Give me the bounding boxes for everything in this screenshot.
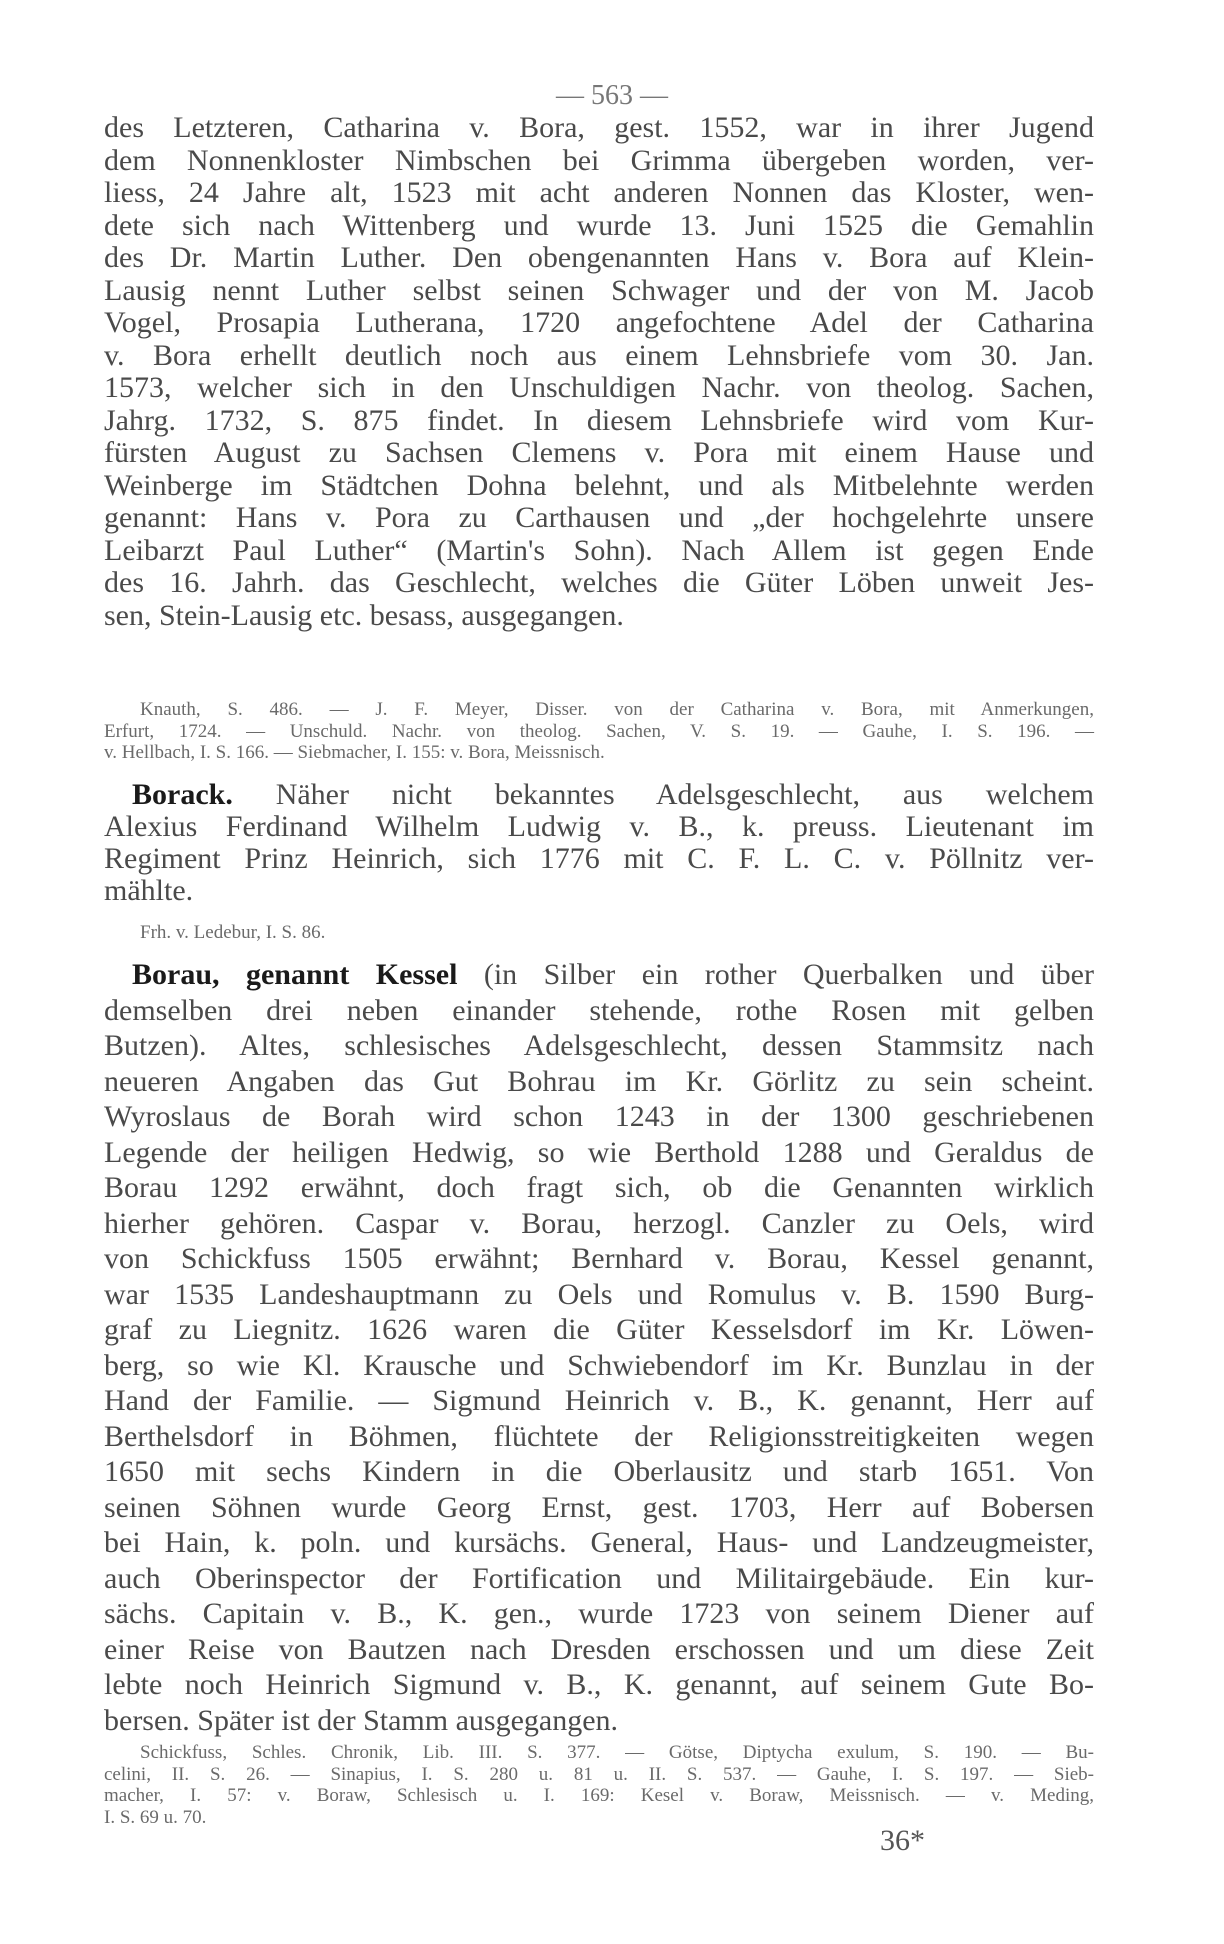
text-line: des Dr. Martin Luther. Den obengenannten Hans v. Bora auf Klein-	[104, 241, 1094, 274]
text-line: Weinberge im Städtchen Dohna belehnt, und als Mitbelehnte werden	[104, 468, 1094, 502]
text-line: Leibarzt Paul Luther“ (Martin's Sohn). Nach Allem ist gegen Ende	[104, 533, 1094, 567]
text-line: Borau 1292 erwähnt, doch fragt sich, ob die Genannten wirklich	[104, 1171, 1094, 1204]
text-line: genannt: Hans v. Pora zu Carthausen und „der hochgelehrte unsere	[104, 501, 1094, 534]
text-line: sen, Stein-Lausig etc. besass, ausgegangen.	[104, 598, 624, 632]
text-line: Butzen). Altes, schlesisches Adelsgeschlecht, dessen Stammsitz nach	[104, 1029, 1094, 1062]
text-line: hierher gehören. Caspar v. Borau, herzogl. Canzler zu Oels, wird	[104, 1206, 1094, 1240]
page-number-header: — 563 —	[556, 80, 668, 111]
text-line: Regiment Prinz Heinrich, sich 1776 mit C. F. L. C. v. Pöllnitz ver-	[104, 842, 1094, 875]
footnote-line: macher, I. 57: v. Boraw, Schlesisch u. I. 169: Kesel v. Boraw, Meissnisch. — v. Meding,	[104, 1785, 1094, 1806]
text-line: Lausig nennt Luther selbst seinen Schwager und der von M. Jacob	[104, 273, 1094, 307]
text-line: Hand der Familie. — Sigmund Heinrich v. B., K. genannt, Herr auf	[104, 1384, 1094, 1417]
text-line: dete sich nach Wittenberg und wurde 13. Juni 1525 die Gemahlin	[104, 208, 1094, 242]
text-line: mählte.	[104, 874, 194, 907]
text-line: 1573, welcher sich in den Unschuldigen Nachr. von theolog. Sachen,	[104, 371, 1094, 404]
text-line: einer Reise von Bautzen nach Dresden erschossen und um diese Zeit	[104, 1632, 1094, 1666]
text-line: Wyroslaus de Borah wird schon 1243 in der 1300 geschriebenen	[104, 1100, 1094, 1133]
text-line: Jahrg. 1732, S. 875 findet. In diesem Lehnsbriefe wird vom Kur-	[104, 403, 1094, 437]
text-line: des 16. Jahrh. das Geschlecht, welches die Güter Löben unweit Jes-	[104, 566, 1094, 599]
text-line: sächs. Capitain v. B., K. gen., wurde 1723 von seinem Diener auf	[104, 1597, 1094, 1630]
footnote-borack	[104, 922, 1094, 944]
footnote-line: Frh. v. Ledebur, I. S. 86.	[140, 922, 326, 943]
entry-borau-kessel	[104, 957, 1094, 1738]
footnote-line: Erfurt, 1724. — Unschuld. Nachr. von theolog. Sachen, V. S. 19. — Gauhe, I. S. 196. —	[104, 720, 1094, 742]
text-line	[104, 957, 1094, 993]
text-line: Alexius Ferdinand Wilhelm Ludwig v. B., k. preuss. Lieutenant im	[104, 810, 1094, 843]
text-line: neueren Angaben das Gut Bohrau im Kr. Görlitz zu sein scheint.	[104, 1064, 1094, 1098]
text-line: des Letzteren, Catharina v. Bora, gest. 1552, war in ihrer Jugend	[104, 111, 1094, 144]
entry-headword: Borack.	[132, 778, 233, 811]
text-line: von Schickfuss 1505 erwähnt; Bernhard v. Borau, Kessel genannt,	[104, 1242, 1094, 1275]
text-line: war 1535 Landeshauptmann zu Oels und Romulus v. B. 1590 Burg-	[104, 1277, 1094, 1311]
text-line: berg, so wie Kl. Krausche und Schwiebendorf im Kr. Bunzlau in der	[104, 1348, 1094, 1382]
signature-mark: 36*	[880, 1824, 925, 1857]
footnote-bora	[104, 699, 1094, 764]
text-line: 1650 mit sechs Kindern in die Oberlausitz und starb 1651. Von	[104, 1455, 1094, 1488]
text-line: Legende der heiligen Hedwig, so wie Berthold 1288 und Geraldus de	[104, 1135, 1094, 1169]
text-line: demselben drei neben einander stehende, rothe Rosen mit gelben	[104, 993, 1094, 1027]
text-line: dem Nonnenkloster Nimbschen bei Grimma übergeben worden, ver-	[104, 143, 1094, 177]
footnote-borau	[104, 1742, 1094, 1828]
text-line: Berthelsdorf in Böhmen, flüchtete der Religionsstreitigkeiten wegen	[104, 1419, 1094, 1453]
footnote-line: I. S. 69 u. 70.	[104, 1806, 207, 1828]
text-line: v. Bora erhellt deutlich noch aus einem Lehnsbriefe vom 30. Jan.	[104, 338, 1094, 372]
text-line: auch Oberinspector der Fortification und Militairgebäude. Ein kur-	[104, 1561, 1094, 1595]
text-line: fürsten August zu Sachsen Clemens v. Pora mit einem Hause und	[104, 436, 1094, 469]
paragraph-bora-continuation	[104, 112, 1094, 632]
footnote-line: v. Hellbach, I. S. 166. — Siebmacher, I. 155: v. Bora, Meissnisch.	[104, 742, 605, 763]
footnote-line: Knauth, S. 486. — J. F. Meyer, Disser. von der Catharina v. Bora, mit Anmerkungen,	[140, 699, 1094, 720]
text-line: seinen Söhnen wurde Georg Ernst, gest. 1703, Herr auf Bobersen	[104, 1490, 1094, 1524]
footnote-line: celini, II. S. 26. — Sinapius, I. S. 280 u. 81 u. II. S. 537. — Gauhe, I. S. 197. — Sieb-	[104, 1763, 1094, 1785]
entry-headword: Borau, genannt Kessel	[132, 958, 458, 991]
text-line: bei Hain, k. poln. und kursächs. General, Haus- und Landzeugmeister,	[104, 1526, 1094, 1559]
text-line: graf zu Liegnitz. 1626 waren die Güter Kesselsdorf im Kr. Löwen-	[104, 1313, 1094, 1346]
text-line-rest: Näher nicht bekanntes Adelsgeschlecht, aus welchem	[232, 778, 1094, 811]
text-line: liess, 24 Jahre alt, 1523 mit acht anderen Nonnen das Kloster, wen-	[104, 176, 1094, 209]
text-line-rest: (in Silber ein rother Querbalken und über	[457, 958, 1094, 991]
text-line: Vogel, Prosapia Lutherana, 1720 angefochtene Adel der Catharina	[104, 306, 1094, 339]
entry-borack	[104, 779, 1094, 907]
footnote-line: Schickfuss, Schles. Chronik, Lib. III. S. 377. — Götse, Diptycha exulum, S. 190. — Bu-	[140, 1742, 1094, 1763]
text-line: lebte noch Heinrich Sigmund v. B., K. genannt, auf seinem Gute Bo-	[104, 1668, 1094, 1701]
text-line: bersen. Später ist der Stamm ausgegangen.	[104, 1703, 619, 1737]
text-line	[104, 779, 1094, 811]
